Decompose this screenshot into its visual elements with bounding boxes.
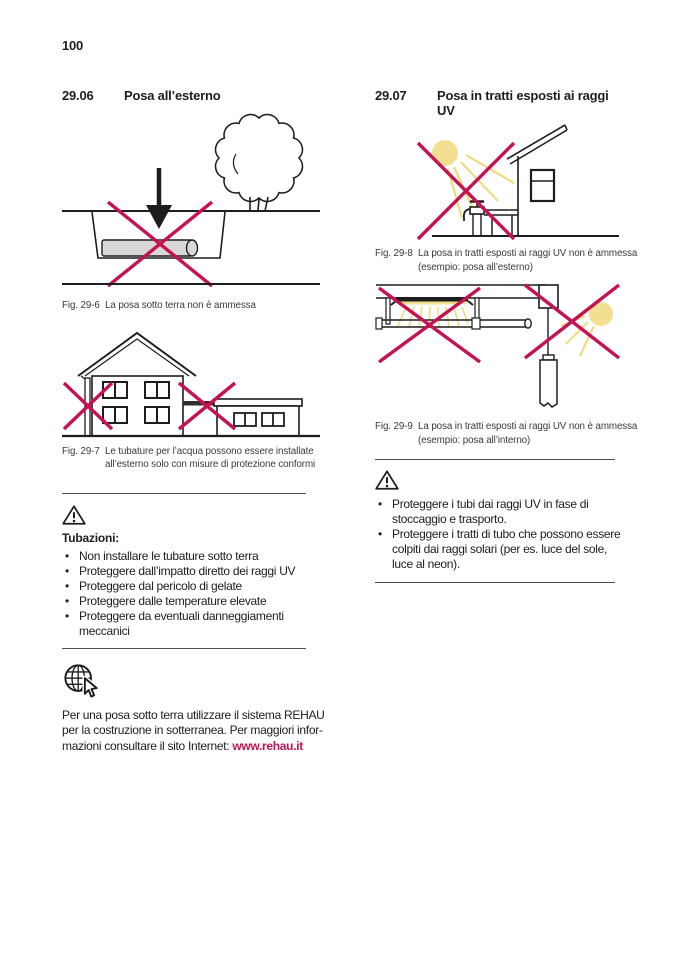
caption-line: (esempio: posa all’interno) [418, 434, 531, 446]
house-wall [507, 125, 567, 236]
section-title: Posa all’esterno [124, 88, 221, 103]
prohibition-cross-icon [418, 143, 514, 239]
warning-list-item: • Proteggere i tubi dai raggi UV in fase di stoccaggio e trasporto. [375, 497, 622, 527]
garage-icon [214, 399, 302, 436]
figure-29-9-caption [375, 420, 638, 447]
arrow-down-icon [146, 168, 172, 229]
divider [62, 493, 306, 494]
warning-list [62, 549, 320, 639]
note-line: Per una posa sotto terra utilizzare il sistema REHAU [62, 707, 325, 722]
figure-29-6 [62, 106, 320, 296]
section-number: 29.07 [375, 88, 407, 103]
tree-icon [216, 115, 303, 211]
window [531, 170, 554, 201]
figure-29-6-caption [62, 299, 320, 313]
page-number: 100 [62, 38, 84, 53]
caption-line: La posa in tratti esposti ai raggi UV non è ammessa [418, 421, 638, 432]
figure-label: Fig. 29-8 [375, 248, 413, 259]
figure-29-9 [375, 282, 622, 416]
right-column [375, 88, 638, 583]
caption-line: (esempio: posa all’esterno) [418, 261, 533, 273]
divider [375, 582, 615, 583]
caption-line: Le tubature per l’acqua possono essere installate [105, 445, 314, 457]
caption-text: La posa sotto terra non è ammessa [105, 300, 256, 311]
warning-list-item: • Proteggere dall’impatto diretto dei raggi UV [62, 564, 320, 579]
figure-29-7 [62, 331, 320, 441]
warning-list-item: • Non installare le tubature sotto terra [62, 549, 320, 564]
warning-list-item: • Proteggere da eventuali danneggiamenti meccanici [62, 609, 320, 639]
underground-note [62, 707, 325, 755]
section-heading-29-06 [62, 88, 320, 103]
warning-list-item: • Proteggere dalle temperature elevate [62, 594, 320, 609]
figure-label: Fig. 29-9 [375, 421, 413, 432]
warning-list [375, 497, 622, 572]
warning-list-item: • Proteggere i tratti di tubo che possono essere colpiti dai raggi solari (per es. luce del sole, luce al neon). [375, 527, 622, 572]
warning-triangle-icon [62, 504, 320, 526]
caption-line: La posa in tratti esposti ai raggi UV non è ammessa [418, 248, 638, 259]
note-line [62, 739, 320, 755]
figure-29-8 [375, 123, 622, 243]
left-column [62, 88, 325, 754]
note-line-text: mazioni consultare il sito Internet: [62, 738, 233, 753]
section-heading-29-07 [375, 88, 622, 118]
warning-heading: Tubazioni: [62, 530, 120, 545]
note-line: per la costruzione in sotterranea. Per maggiori infor- [62, 723, 323, 737]
figure-29-8-caption [375, 247, 638, 274]
section-number: 29.06 [62, 88, 94, 103]
divider [62, 648, 306, 649]
caption-line: all’esterno solo con misure di protezione conformi [105, 459, 316, 470]
figure-29-7-caption [62, 445, 320, 472]
warning-triangle-icon [375, 469, 622, 491]
rehau-link[interactable]: www.rehau.it [232, 738, 303, 753]
divider [375, 459, 615, 460]
figure-label: Fig. 29-7 [62, 445, 100, 457]
warning-list-item: • Proteggere dal pericolo di gelate [62, 579, 320, 594]
globe-cursor-icon [62, 662, 320, 700]
figure-label: Fig. 29-6 [62, 300, 100, 311]
section-title: Posa in tratti esposti ai raggi UV [437, 88, 609, 118]
